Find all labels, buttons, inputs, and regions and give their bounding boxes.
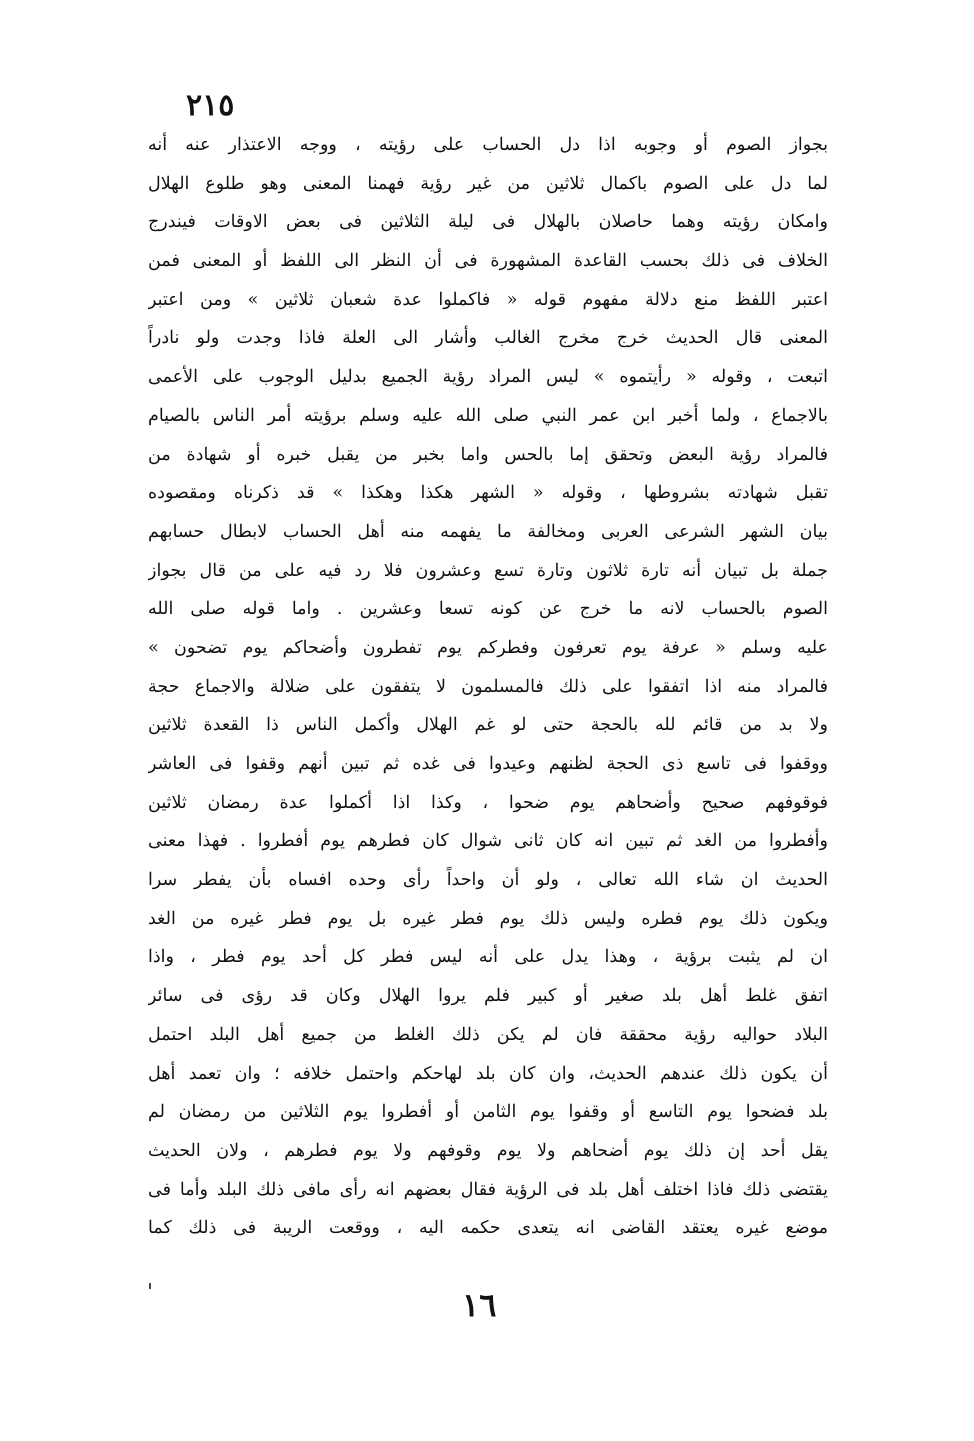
text-line: الصوم بالحساب لانه ما خرج عن كونه تسعا وعشرين . واما قوله صلى الله xyxy=(148,599,828,620)
body-text xyxy=(148,126,828,1248)
print-speck xyxy=(149,1283,151,1289)
page-number-top: ٢١٥ xyxy=(186,88,235,123)
text-line: تقبل شهادته بشروطها ، وقوله « الشهر هكذا وهكذا » قد ذكرناه ومقصوده xyxy=(148,483,828,504)
text-line: ولا بد من قائم لله بالحجة حتى لو غم الهلال وأكمل الناس ذا القعدة ثلاثين xyxy=(148,715,828,736)
text-line: بجواز الصوم أو وجوبه اذا دل الحساب على رؤيته ، ووجه الاعتذار عنه أنه xyxy=(148,135,828,155)
text-line: أن يكون ذلك عندهم الحديث، وان كان بلد لهاحكم واحتمل خلافه ؛ وان تعمد أهل xyxy=(148,1063,828,1084)
text-line: وأفطروا من الغد ثم تبين انه كان ثانى شوال كان فطرهم يوم أفطروا . فهذا معنى xyxy=(148,831,828,852)
text-line: اعتبر اللفظ منع دلالة مفهوم قوله « فاكملوا عدة شعبان ثلاثين » ومن اعتبر xyxy=(148,289,828,310)
text-line: بلد فضحوا يوم التاسع أو وقفوا يوم الثامن أو أفطروا يوم الثلاثين من رمضان لم xyxy=(148,1102,828,1123)
text-line: اتبعت ، وقوله « رأيتموه » ليس المراد رؤية الجميع بدليل الوجوب على الأعمى xyxy=(148,367,828,388)
text-line: الحديث ان شاء الله تعالى ، ولو أن واحداً رأى وحده افساه بأن يفطر سرا xyxy=(148,870,828,891)
text-line: اتفق غلط أهل بلد صغير أو كبير فلم يروا الهلال وكان قد رؤى فى سائر xyxy=(148,986,828,1007)
text-line: عليه وسلم « عرفة يوم تعرفون وفطركم يوم تفطرون وأضحاكم يوم تضحون » xyxy=(148,637,828,658)
text-line: بالاجماع ، ولما أخبر ابن عمر النبي صلى الله عليه وسلم برؤيته أمر الناس بالصيام xyxy=(148,405,828,426)
text-line: موضع غيره يعتقد القاضى انه يتعدى حكمه اليه ، ووقعت الريبة فى ذلك كما xyxy=(148,1218,828,1239)
text-line: يقل أحد إن ذلك يوم أضحاهم ولا يوم وقوفهم ولا يوم فطرهم ، ولان الحديث xyxy=(148,1140,828,1161)
text-line: فالمراد منه اذا اتفقوا على ذلك فالمسلمون لا يتفقون على ضلالة والاجماع حجة xyxy=(148,676,828,697)
text-line: الخلاف فى ذلك بحسب القاعدة المشهورة فى أن النظر الى اللفظ أو المعنى فمن xyxy=(148,251,828,272)
text-line: فالمراد رؤية البعض وتحقق إما بالحس واما بخبر من يقبل خبره أو شهادة من xyxy=(148,444,828,465)
page-number-bottom: ١٦ xyxy=(462,1286,497,1324)
text-line: بيان الشهر الشرعى العربى ومخالفة ما يفهمه منه أهل الحساب لابطال حسابهم xyxy=(148,521,828,542)
text-line: جملة بل تبيان أنه تارة ثلاثون وتارة تسع وعشرون فلا رد فيه على من قال بجواز xyxy=(148,560,828,581)
text-line: ووقفوا فى تاسع ذى الحجة لظنهم وعيدوا فى غده ثم تبين أنهم وقفوا فى العاشر xyxy=(148,754,828,774)
text-line: البلاد حواليه رؤية محققة فان لم يكن ذلك الغلط من جميع أهل البلد احتمل xyxy=(148,1024,828,1045)
text-line: ان لم يثبت برؤية ، وهذا يدل على أنه ليس فطر كل أحد يوم فطر ، واذا xyxy=(148,947,828,968)
text-line: المعنى قال الحديث خرج مخرج الغالب وأشار الى العلة فاذا وجدت ولو نادراً xyxy=(148,328,828,349)
text-line: وامكان رؤيته وهما حاصلان بالهلال فى ليلة الثلاثين فى بعض الاوقات فيندرج xyxy=(148,212,828,233)
text-line: ويكون ذلك يوم فطره وليس ذلك يوم فطر غيره بل يوم فطر غيره من الغد xyxy=(148,908,828,929)
text-line: فوقوفهم صحيح وأضحاهم يوم ضحوا ، وكذا اذا أكملوا عدة رمضان ثلاثين xyxy=(148,792,828,813)
text-line: يقتضى ذلك فاذا اختلف أهل بلد فى الرؤية فقال بعضهم انه رأى مافى ذلك البلد وأما فى xyxy=(148,1179,828,1200)
text-line: لما دل على الصوم باكمال ثلاثين من غير رؤية فهمنا المعنى وهو طلوع الهلال xyxy=(148,173,828,194)
